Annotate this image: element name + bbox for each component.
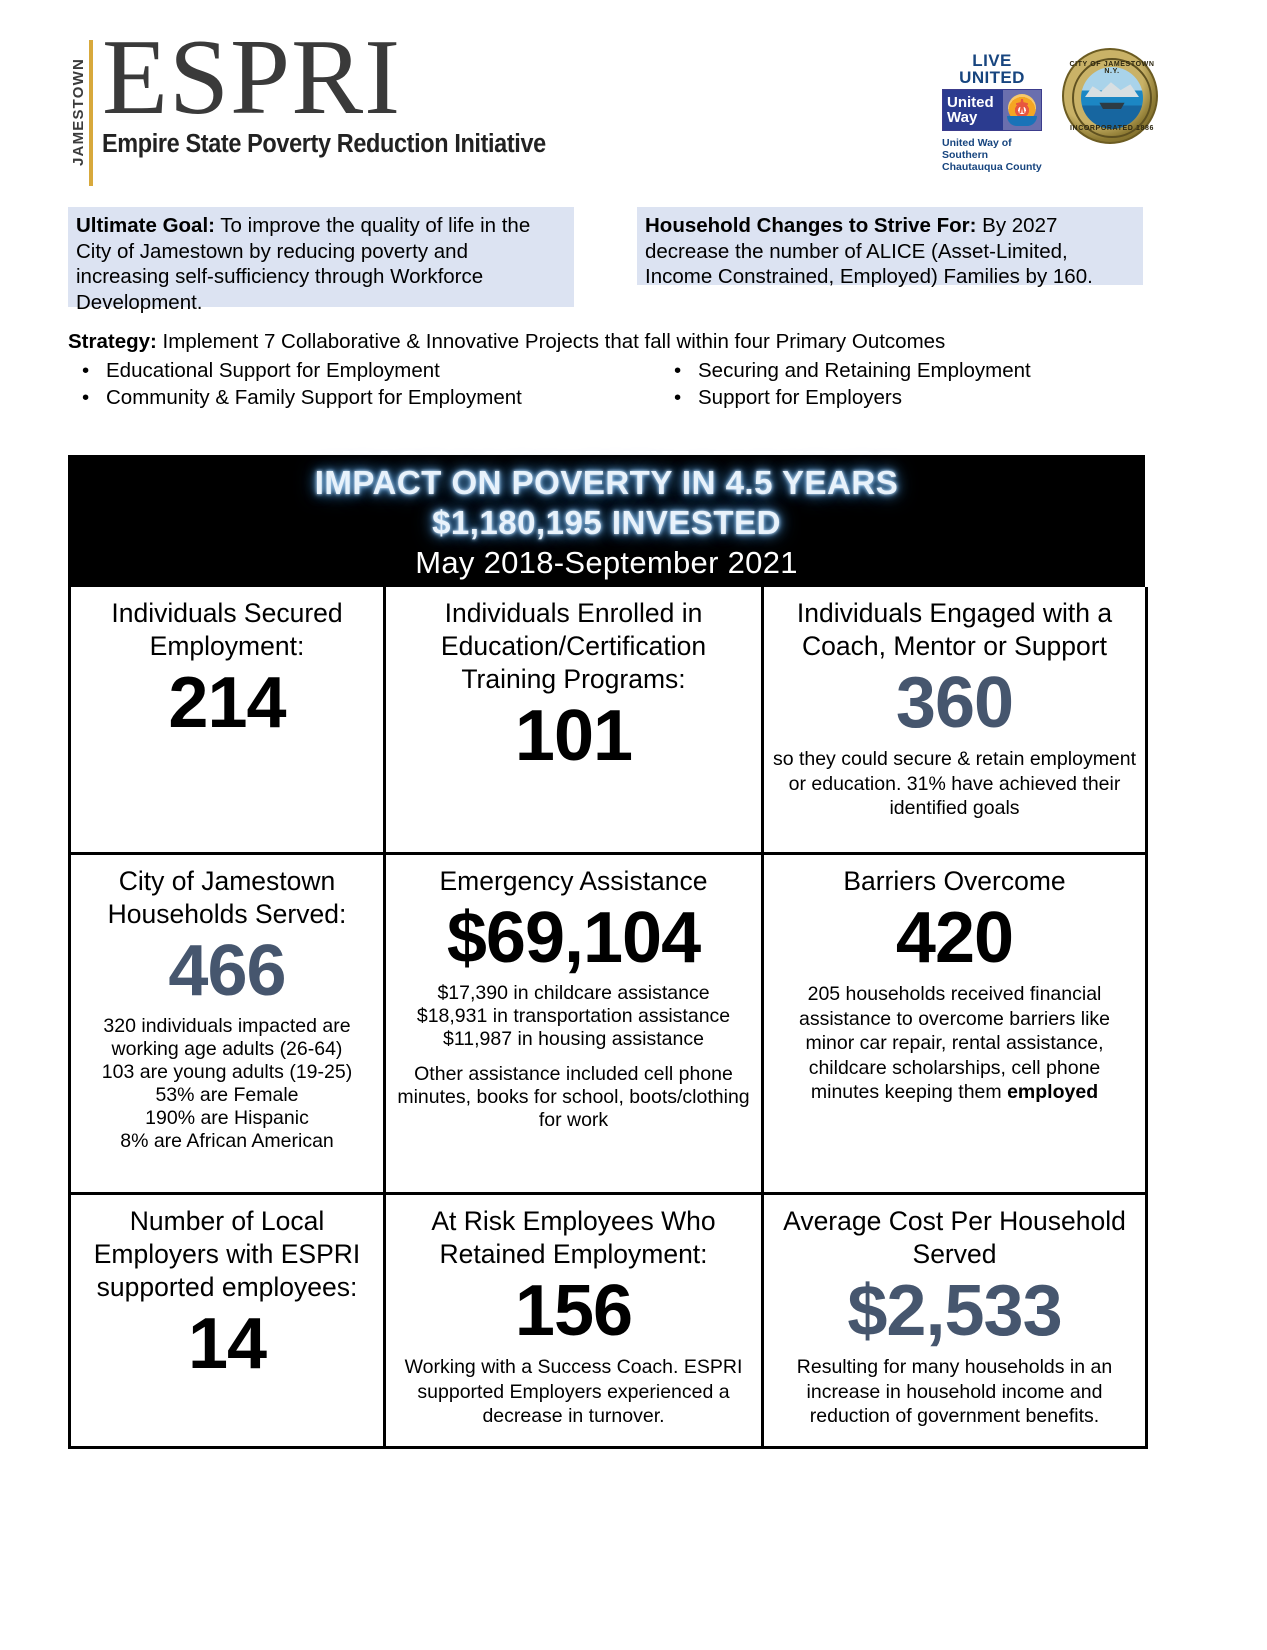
metric-title: Barriers Overcome — [843, 866, 1066, 896]
list-item — [68, 357, 608, 384]
logo-wordmark — [102, 18, 584, 188]
strategy-bullets-right — [608, 357, 1148, 411]
metric-individuals-engaged-coach — [764, 587, 1148, 855]
metric-title: Individuals Engaged with a Coach, Mentor or Support — [796, 598, 1113, 661]
impact-metrics-grid — [68, 587, 1145, 1449]
ultimate-goal-box — [68, 207, 574, 314]
ultimate-goal-label: Ultimate Goal: — [76, 214, 215, 237]
logo-tagline: Empire State Poverty Reduction Initiative — [102, 130, 546, 159]
banner-title-line2: $1,180,195 INVESTED — [432, 504, 781, 541]
metric-note-line: $17,390 in childcare assistance — [437, 982, 710, 1004]
metric-note: Working with a Success Coach. ESPRI supported Employers experienced a decrease in turnover. — [404, 1356, 743, 1427]
seal-boat-icon — [1097, 95, 1127, 109]
metric-value: 466 — [168, 931, 286, 1011]
metric-note-line: $11,987 in housing assistance — [443, 1028, 704, 1050]
metric-note-line: working age adults (26-64) — [111, 1038, 343, 1060]
metric-note-emphasis: employed — [1007, 1081, 1099, 1103]
strategy-bullets-left — [68, 357, 608, 411]
metric-value: 156 — [514, 1271, 633, 1351]
metric-title: Individuals Secured Employment: — [111, 598, 343, 661]
bullet-icon: • — [674, 359, 682, 382]
metric-households-served — [71, 855, 386, 1195]
united-way-caption: United Way of Southern Chautauqua County — [942, 137, 1042, 173]
metric-value: 420 — [895, 898, 1014, 978]
seal-center-scene — [1081, 67, 1143, 129]
united-way-name — [943, 90, 1003, 130]
metric-value: $2,533 — [847, 1271, 1062, 1351]
metric-value: 214 — [168, 663, 286, 743]
table-row — [71, 855, 1145, 1195]
metric-note — [772, 982, 1137, 1105]
metric-title: City of Jamestown Households Served: — [107, 866, 347, 929]
bullet-icon: • — [674, 386, 682, 409]
metric-title: At Risk Employees Who Retained Employment: — [431, 1206, 716, 1269]
table-row — [71, 587, 1145, 855]
page-header — [0, 0, 1267, 195]
logo-jamestown-label: JAMESTOWN — [70, 57, 87, 167]
metric-note-text: 205 households received financial assistance to overcome barriers like minor car repair, rental assistance, childcare scholarships, cell phone minutes keeping them — [798, 983, 1111, 1103]
metric-title: Emergency Assistance — [439, 866, 708, 896]
household-changes-box — [637, 207, 1143, 288]
household-changes-label: Household Changes to Strive For: — [645, 214, 977, 237]
banner-date-range: May 2018-September 2021 — [415, 545, 798, 580]
list-item-label: Community & Family Support for Employment — [106, 386, 522, 409]
city-of-jamestown-seal-icon — [1062, 48, 1158, 144]
list-item — [68, 384, 608, 411]
strategy-text: Implement 7 Collaborative & Innovative Projects that fall within four Primary Outcomes — [156, 330, 946, 353]
strategy-headline — [68, 328, 1148, 355]
impact-banner — [68, 455, 1145, 587]
seal-hills-icon — [1085, 79, 1139, 97]
metric-average-cost-per-household — [764, 1195, 1148, 1449]
united-way-logo — [942, 52, 1042, 173]
metric-local-employers — [71, 1195, 386, 1449]
metric-emergency-assistance — [386, 855, 764, 1195]
strategy-label: Strategy: — [68, 330, 157, 353]
list-item — [660, 384, 1148, 411]
metric-note: so they could secure & retain employment or education. 31% have achieved their identified goals — [772, 748, 1137, 819]
espri-logo — [68, 18, 584, 188]
strategy-bullet-columns — [68, 357, 1148, 411]
united-way-name-line1: United — [947, 94, 994, 111]
household-changes-text: By 2027 decrease the number of ALICE (Asset-Limited, Income Constrained, Employed) Families by 160. — [645, 214, 1093, 288]
metric-note-line: 190% are Hispanic — [145, 1107, 309, 1129]
list-item-label: Educational Support for Employment — [106, 359, 440, 382]
united-way-rainbow-icon — [1003, 90, 1041, 130]
metric-note — [79, 1015, 375, 1153]
metric-note — [394, 982, 753, 1132]
hand-icon — [1007, 116, 1037, 126]
metric-title: Individuals Enrolled in Education/Certification Training Programs: — [440, 598, 707, 694]
metric-individuals-secured-employment — [71, 587, 386, 855]
table-row — [71, 1195, 1145, 1449]
list-item — [660, 357, 1148, 384]
metric-note-line: 103 are young adults (19-25) — [101, 1061, 353, 1083]
metric-individuals-enrolled-training — [386, 587, 764, 855]
logo-acronym: ESPRI — [102, 18, 402, 137]
united-way-live-united-text: LIVE UNITED — [959, 51, 1025, 87]
banner-title-line1: IMPACT ON POVERTY IN 4.5 YEARS — [314, 464, 899, 501]
seal-top-text: CITY OF JAMESTOWN N.Y. — [1069, 61, 1155, 75]
bullet-icon: • — [82, 359, 90, 382]
metric-note-line: $18,931 in transportation assistance — [416, 1005, 731, 1027]
metric-note: Resulting for many households in an increase in household income and reduction of government benefits. — [796, 1356, 1113, 1427]
metric-title: Average Cost Per Household Served — [783, 1206, 1126, 1269]
metric-note-paragraph: Other assistance included cell phone minutes, books for school, boots/clothing for work — [397, 1063, 750, 1131]
united-way-name-line2: Way — [947, 109, 978, 126]
metric-note-line: 8% are African American — [120, 1130, 334, 1152]
metric-title: Number of Local Employers with ESPRI supported employees: — [93, 1206, 361, 1302]
metric-note-line: 53% are Female — [155, 1084, 299, 1106]
metric-value: 360 — [895, 663, 1014, 743]
info-boxes — [0, 207, 1267, 312]
ultimate-goal-text: To improve the quality of life in the City of Jamestown by reducing poverty and increasing self-sufficiency through Workforce Development. — [76, 214, 531, 314]
seal-bottom-text: INCORPORATED 1886 — [1070, 125, 1154, 132]
metric-barriers-overcome — [764, 855, 1148, 1195]
metric-value: 101 — [514, 696, 633, 776]
logo-divider-rule — [89, 40, 93, 186]
list-item-label: Support for Employers — [698, 386, 902, 409]
metric-at-risk-retained — [386, 1195, 764, 1449]
united-way-badge — [942, 89, 1042, 131]
metric-note-line: 320 individuals impacted are — [103, 1015, 351, 1037]
strategy-section — [68, 328, 1148, 411]
metric-value: $69,104 — [446, 898, 701, 978]
metric-value: 14 — [187, 1304, 267, 1384]
bullet-icon: • — [82, 386, 90, 409]
list-item-label: Securing and Retaining Employment — [698, 359, 1031, 382]
